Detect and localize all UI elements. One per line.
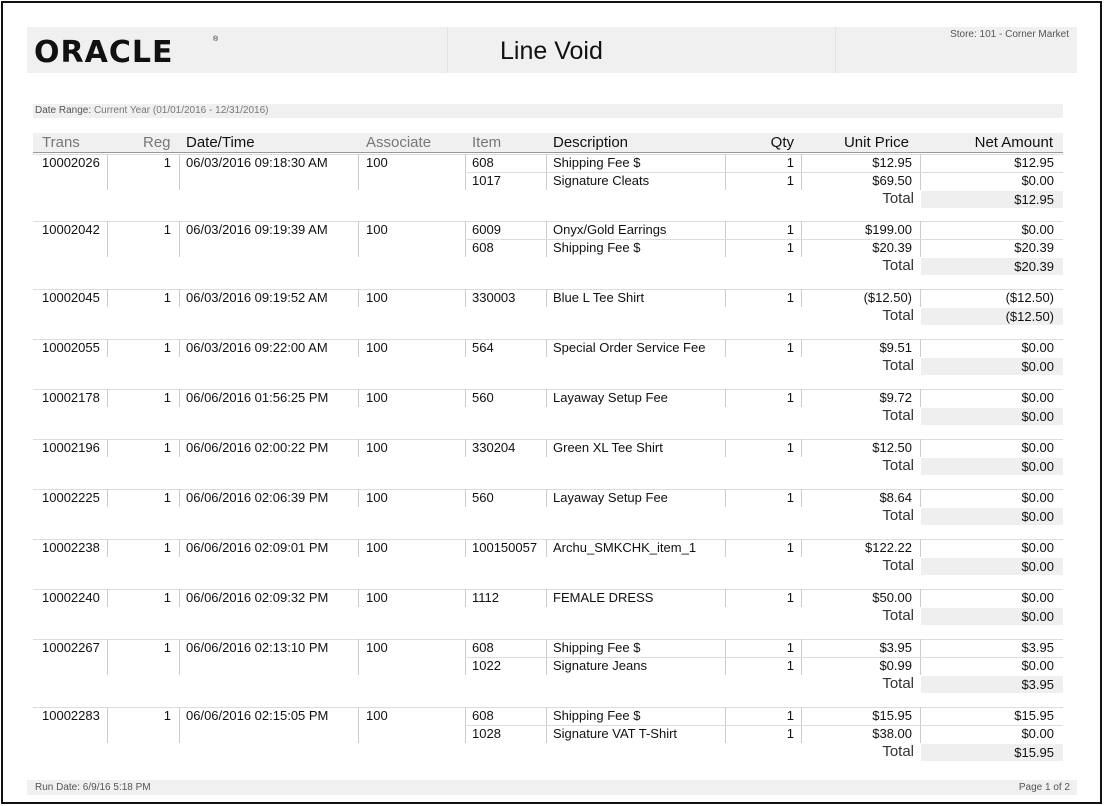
unit-price: $69.50: [872, 173, 912, 188]
quantity: 1: [786, 726, 794, 741]
total-amount: ($12.50): [1005, 309, 1054, 324]
net-amount: $0.00: [1021, 658, 1054, 673]
col-reg: Reg: [143, 134, 171, 151]
total-label: Total: [882, 307, 914, 324]
transaction-datetime: 06/06/2016 02:13:10 PM: [186, 640, 329, 655]
associate: 100: [366, 708, 388, 723]
associate: 100: [366, 490, 388, 505]
date-range-label: Date Range:: [35, 105, 92, 116]
column-separator: [107, 339, 108, 357]
total-amount: $15.95: [1014, 745, 1054, 760]
col-unit-price: Unit Price: [843, 134, 909, 151]
item-description: Special Order Service Fee: [553, 340, 706, 355]
column-separator: [179, 539, 180, 557]
column-separator: [465, 539, 466, 557]
total-amount: $0.00: [1021, 359, 1054, 374]
total-amount: $0.00: [1021, 409, 1054, 424]
item-number: 1112: [472, 590, 499, 605]
report-header: [27, 27, 1077, 73]
total-amount: $0.00: [1021, 459, 1054, 474]
item-number: 330204: [472, 440, 516, 455]
total-amount: $0.00: [1021, 509, 1054, 524]
associate: 100: [366, 155, 388, 170]
item-number: 608: [472, 155, 494, 170]
transaction-datetime: 06/06/2016 02:15:05 PM: [186, 708, 329, 723]
trans-number: 10002042: [42, 222, 100, 237]
column-separator: [107, 589, 108, 607]
column-separator: [546, 539, 547, 557]
header-divider: [447, 27, 448, 73]
quantity: 1: [786, 240, 794, 255]
associate: 100: [366, 590, 388, 605]
item-description: Shipping Fee $: [553, 240, 641, 255]
unit-price: $50.00: [872, 590, 912, 605]
column-separator: [358, 489, 359, 507]
item-number: 100150057: [472, 540, 538, 555]
header-divider: [835, 27, 836, 73]
net-amount: $15.95: [1014, 708, 1054, 723]
net-amount: $0.00: [1021, 490, 1054, 505]
item-description: Layaway Setup Fee: [553, 490, 668, 505]
column-separator: [107, 707, 108, 743]
item-number: 564: [472, 340, 494, 355]
column-separator: [546, 439, 547, 457]
total-label: Total: [882, 675, 914, 692]
column-separator: [179, 289, 180, 307]
column-separator: [179, 489, 180, 507]
register: 1: [163, 155, 171, 170]
unit-price: $9.72: [879, 390, 912, 405]
register: 1: [163, 590, 171, 605]
associate: 100: [366, 390, 388, 405]
column-separator: [725, 389, 726, 407]
transaction-datetime: 06/06/2016 02:00:22 PM: [186, 440, 329, 455]
net-amount: ($12.50): [1005, 290, 1054, 305]
quantity: 1: [786, 490, 794, 505]
trans-number: 10002225: [42, 490, 100, 505]
column-separator: [801, 489, 802, 507]
associate: 100: [366, 290, 388, 305]
column-separator: [358, 221, 359, 257]
transaction-datetime: 06/06/2016 02:09:32 PM: [186, 590, 329, 605]
trans-number: 10002055: [42, 340, 100, 355]
total-amount: $0.00: [1021, 559, 1054, 574]
col-qty: Qty: [770, 134, 794, 151]
unit-price: $3.95: [879, 640, 912, 655]
quantity: 1: [786, 290, 794, 305]
column-separator: [107, 221, 108, 257]
net-amount: $0.00: [1021, 173, 1054, 188]
total-amount: $20.39: [1014, 259, 1054, 274]
column-separator: [179, 639, 180, 675]
unit-price: $8.64: [879, 490, 912, 505]
column-header-row: [33, 133, 1063, 153]
trans-number: 10002238: [42, 540, 100, 555]
column-separator: [179, 707, 180, 743]
net-amount: $0.00: [1021, 390, 1054, 405]
transaction-datetime: 06/03/2016 09:18:30 AM: [186, 155, 328, 170]
store-label: Store: 101 - Corner Market: [950, 29, 1069, 40]
register: 1: [163, 640, 171, 655]
column-separator: [179, 589, 180, 607]
net-amount: $0.00: [1021, 340, 1054, 355]
column-separator: [107, 639, 108, 675]
column-separator: [107, 154, 108, 190]
quantity: 1: [786, 658, 794, 673]
register: 1: [163, 540, 171, 555]
column-separator: [725, 289, 726, 307]
column-separator: [801, 439, 802, 457]
trans-number: 10002267: [42, 640, 100, 655]
column-separator: [358, 389, 359, 407]
register: 1: [163, 222, 171, 237]
quantity: 1: [786, 222, 794, 237]
column-separator: [546, 389, 547, 407]
column-separator: [546, 589, 547, 607]
column-separator: [465, 489, 466, 507]
total-label: Total: [882, 507, 914, 524]
column-separator: [107, 539, 108, 557]
report-title: Line Void: [500, 37, 603, 65]
item-number: 1017: [472, 173, 501, 188]
column-separator: [801, 339, 802, 357]
unit-price: $15.95: [872, 708, 912, 723]
column-separator: [465, 289, 466, 307]
register: 1: [163, 390, 171, 405]
total-amount: $12.95: [1014, 192, 1054, 207]
transaction-datetime: 06/06/2016 02:09:01 PM: [186, 540, 329, 555]
quantity: 1: [786, 708, 794, 723]
col-net-amount: Net Amount: [974, 134, 1053, 151]
column-separator: [107, 389, 108, 407]
column-separator: [358, 707, 359, 743]
column-separator: [107, 439, 108, 457]
unit-price: $20.39: [872, 240, 912, 255]
column-separator: [801, 289, 802, 307]
col-trans: Trans: [42, 134, 80, 151]
date-range-value: Current Year (01/01/2016 - 12/31/2016): [93, 105, 269, 116]
item-number: 1028: [472, 726, 501, 741]
unit-price: $199.00: [865, 222, 912, 237]
net-amount: $0.00: [1021, 440, 1054, 455]
item-description: Onyx/Gold Earrings: [553, 222, 667, 237]
unit-price: $12.95: [872, 155, 912, 170]
quantity: 1: [786, 590, 794, 605]
total-label: Total: [882, 743, 914, 760]
oracle-logo: ORACLE: [34, 35, 174, 70]
unit-price: ($12.50): [863, 290, 912, 305]
quantity: 1: [786, 640, 794, 655]
column-separator: [920, 539, 921, 557]
net-amount: $0.00: [1021, 222, 1054, 237]
col-description: Description: [553, 134, 629, 151]
associate: 100: [366, 440, 388, 455]
column-separator: [546, 339, 547, 357]
transaction-datetime: 06/03/2016 09:19:39 AM: [186, 222, 328, 237]
total-label: Total: [882, 457, 914, 474]
item-description: Signature Jeans: [553, 658, 647, 673]
registered-mark: ®: [213, 36, 219, 43]
item-description: Signature Cleats: [553, 173, 650, 188]
item-number: 608: [472, 708, 494, 723]
net-amount: $3.95: [1021, 640, 1054, 655]
column-separator: [179, 389, 180, 407]
associate: 100: [366, 340, 388, 355]
run-date: Run Date: 6/9/16 5:18 PM: [35, 782, 151, 793]
column-separator: [465, 439, 466, 457]
col-datetime: Date/Time: [186, 134, 255, 151]
column-separator: [546, 289, 547, 307]
column-separator: [725, 439, 726, 457]
column-separator: [358, 539, 359, 557]
trans-number: 10002178: [42, 390, 100, 405]
net-amount: $12.95: [1014, 155, 1054, 170]
unit-price: $0.99: [879, 658, 912, 673]
column-separator: [920, 489, 921, 507]
transaction-datetime: 06/06/2016 01:56:25 PM: [186, 390, 329, 405]
total-label: Total: [882, 557, 914, 574]
quantity: 1: [786, 340, 794, 355]
transaction-datetime: 06/03/2016 09:19:52 AM: [186, 290, 328, 305]
item-number: 608: [472, 640, 494, 655]
associate: 100: [366, 222, 388, 237]
net-amount: $0.00: [1021, 726, 1054, 741]
column-separator: [465, 389, 466, 407]
report-footer: [27, 780, 1077, 795]
net-amount: $0.00: [1021, 590, 1054, 605]
unit-price: $122.22: [865, 540, 912, 555]
column-separator: [107, 289, 108, 307]
total-label: Total: [882, 357, 914, 374]
trans-number: 10002240: [42, 590, 100, 605]
column-separator: [546, 489, 547, 507]
item-number: 6009: [472, 222, 501, 237]
column-separator: [920, 389, 921, 407]
item-description: Layaway Setup Fee: [553, 390, 668, 405]
column-separator: [801, 589, 802, 607]
trans-number: 10002196: [42, 440, 100, 455]
item-number: 330003: [472, 290, 516, 305]
quantity: 1: [786, 173, 794, 188]
column-separator: [920, 439, 921, 457]
trans-number: 10002045: [42, 290, 100, 305]
item-number: 1022: [472, 658, 501, 673]
column-separator: [358, 589, 359, 607]
unit-price: $12.50: [872, 440, 912, 455]
column-separator: [725, 589, 726, 607]
quantity: 1: [786, 390, 794, 405]
trans-number: 10002283: [42, 708, 100, 723]
quantity: 1: [786, 155, 794, 170]
register: 1: [163, 440, 171, 455]
column-separator: [358, 639, 359, 675]
column-separator: [179, 221, 180, 257]
net-amount: $20.39: [1014, 240, 1054, 255]
page-number: Page 1 of 2: [1018, 782, 1070, 793]
total-label: Total: [882, 257, 914, 274]
transaction-datetime: 06/03/2016 09:22:00 AM: [186, 340, 328, 355]
item-number: 608: [472, 240, 494, 255]
column-separator: [801, 389, 802, 407]
total-label: Total: [882, 407, 914, 424]
column-separator: [920, 339, 921, 357]
column-separator: [358, 289, 359, 307]
column-separator: [107, 489, 108, 507]
column-separator: [358, 339, 359, 357]
column-separator: [725, 489, 726, 507]
register: 1: [163, 340, 171, 355]
item-description: Shipping Fee $: [553, 155, 641, 170]
net-amount: $0.00: [1021, 540, 1054, 555]
item-number: 560: [472, 390, 494, 405]
column-separator: [801, 539, 802, 557]
item-description: Shipping Fee $: [553, 708, 641, 723]
associate: 100: [366, 640, 388, 655]
item-number: 560: [472, 490, 494, 505]
col-item: Item: [472, 134, 502, 151]
column-separator: [725, 339, 726, 357]
trans-number: 10002026: [42, 155, 100, 170]
register: 1: [163, 708, 171, 723]
register: 1: [163, 490, 171, 505]
column-separator: [179, 339, 180, 357]
item-description: Shipping Fee $: [553, 640, 641, 655]
unit-price: $9.51: [879, 340, 912, 355]
column-separator: [179, 154, 180, 190]
item-description: Blue L Tee Shirt: [553, 290, 645, 305]
quantity: 1: [786, 440, 794, 455]
col-associate: Associate: [366, 134, 432, 151]
column-separator: [465, 589, 466, 607]
unit-price: $38.00: [872, 726, 912, 741]
register: 1: [163, 290, 171, 305]
column-separator: [920, 289, 921, 307]
total-amount: $3.95: [1021, 677, 1054, 692]
column-separator: [358, 439, 359, 457]
quantity: 1: [786, 540, 794, 555]
column-separator: [920, 589, 921, 607]
total-label: Total: [882, 190, 914, 207]
associate: 100: [366, 540, 388, 555]
date-range: [33, 104, 1063, 118]
total-label: Total: [882, 607, 914, 624]
column-separator: [179, 439, 180, 457]
column-separator: [725, 539, 726, 557]
transaction-datetime: 06/06/2016 02:06:39 PM: [186, 490, 329, 505]
item-description: Green XL Tee Shirt: [553, 440, 663, 455]
item-description: Archu_SMKCHK_item_1: [553, 540, 697, 555]
column-separator: [358, 154, 359, 190]
total-amount: $0.00: [1021, 609, 1054, 624]
column-separator: [465, 339, 466, 357]
item-description: FEMALE DRESS: [553, 590, 654, 605]
item-description: Signature VAT T-Shirt: [553, 726, 678, 741]
